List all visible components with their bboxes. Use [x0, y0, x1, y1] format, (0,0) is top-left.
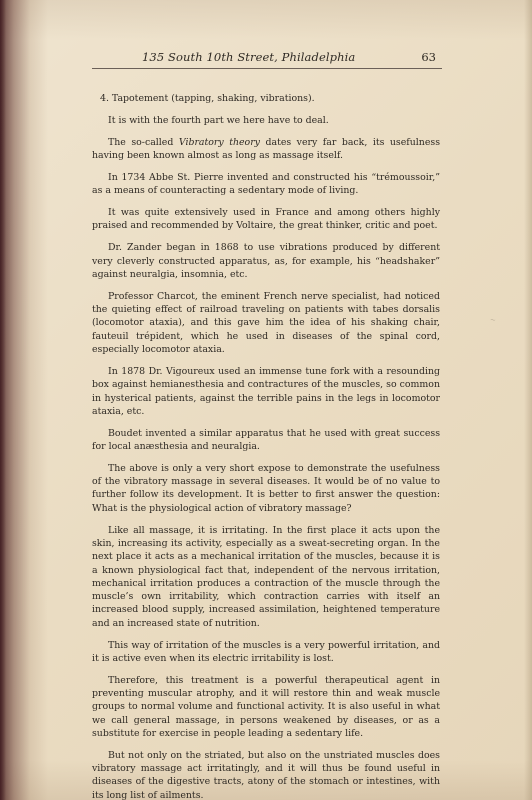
page-edge [524, 0, 532, 800]
running-header [92, 46, 442, 69]
binding-shadow [0, 0, 6, 800]
paragraph: In 1878 Dr. Vigoureux used an immense tune fork with a resounding box against hemianesthesia and contractures of the muscles, so common in hysterical patients, against the terrible pains in the legs in locomotor ataxia, etc. [92, 365, 440, 417]
header-title: 135 South 10th Street, Philadelphia [142, 50, 356, 64]
paragraph: Boudet invented a similar apparatus that he used with great success for local anæsthesia and neuralgia. [92, 427, 440, 452]
paragraph: It is with the fourth part we here have to deal. [108, 114, 329, 126]
paragraph: This way of irritation of the muscles is a very powerful irritation, and it is active even when its electric irritability is lost. [92, 639, 440, 664]
paragraph: The above is only a very short expose to demonstrate the usefulness of the vibratory massage in several diseases. It would be of no value to further follow its development. It is better to first answer the question: What is the physiological action of vibratory massage? [92, 462, 440, 514]
paragraph-text: dates very far back, its usefulness having been known almost as long as massage itself. [92, 136, 441, 162]
paragraph-text: The so-called [108, 136, 179, 148]
body-text [92, 92, 440, 800]
paragraph: Like all massage, it is irritating. In the first place it acts upon the skin, increasing its activity, especially as a sweat-secreting organ. In the next place it acts as a mechanical irritation of the muscles, because it is a known physiological fact that, independent of the nervous irritation, mechanical irritation produces a contraction of the muscle through the muscle’s own irritability, which contraction carries with itself an increased blood supply, increased assimilation, heightened temperature and an increased state of nutrition. [92, 524, 440, 629]
paragraph: But not only on the striated, but also on the unstriated muscles does vibratory massage act irritatingly, and it will thus be found useful in diseases of the digestive tracts, atony of the stomach or intestines, with its long list of ailments. [92, 749, 440, 800]
paragraph: Therefore, this treatment is a powerful therapeutical agent in preventing muscular atrophy, and it will restore thin and weak muscle groups to normal volume and functional activity. It is also useful in what we call general massage, in persons weakened by diseases, or as a substitute for exercise in people leading a sedentary life. [92, 674, 440, 739]
paragraph-tapotement: 4. Tapotement (tapping, shaking, vibrations). [100, 93, 315, 104]
pencil-mark: ~ [489, 315, 497, 325]
paragraph-vibratory-theory [92, 136, 440, 163]
emphasized-term: Vibratory theory [178, 136, 260, 148]
page-number: 63 [421, 50, 436, 64]
paragraph: It was quite extensively used in France and among others highly praised and recommended by Voltaire, the great thinker, critic and poet. [92, 207, 440, 232]
paragraph: Professor Charcot, the eminent French nerve specialist, had noticed the quieting effect of railroad traveling on patients with tabes dorsalis (locomotor ataxia), and this gave him the idea of his shaking chair, fauteuil trépident, which he used in diseases of the spinal cord, especially locomotor ataxia. [92, 290, 440, 356]
paragraph: Dr. Zander began in 1868 to use vibrations produced by different very cleverly constructed apparatus, as, for example, his “headshaker” against neuralgia, insomnia, etc. [92, 242, 440, 280]
paragraph: In 1734 Abbe St. Pierre invented and constructed his “trémoussoir,” as a means of counteracting a sedentary mode of living. [92, 171, 440, 197]
